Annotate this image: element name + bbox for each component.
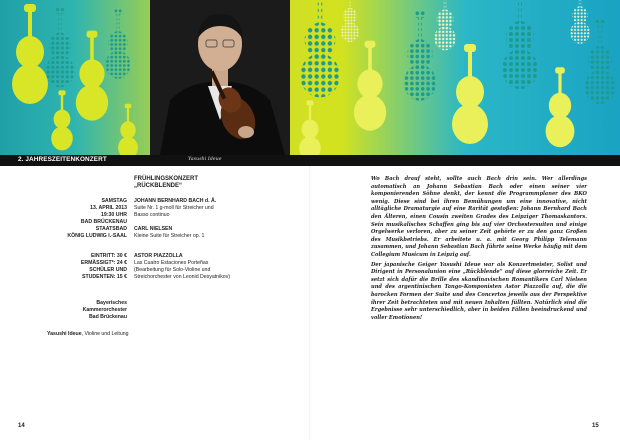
work-3-line1: Las Cuatro Estaciones Porteñas [134,260,209,266]
composer-3: ASTOR PIAZZOLLA [134,253,183,259]
concert-description [371,176,587,324]
venue-city: BAD BRÜCKENAU [80,219,127,225]
price-students-label: SCHÜLER UND [89,267,127,273]
concert-title [134,176,198,191]
date-day: SAMSTAG [101,198,127,204]
program-item-2 [134,226,204,240]
description-paragraph-2: Der japanische Geiger Yasushi Ideue war als Konzertmeister, Solist und Dirigent in Personalunion eine „Rückblende“ auf diese glorreiche Zeit. Er setzt sich dafür die Brille des skandinavischen Romantikers Carl Nielsen und des argentinischen Tango-Komponisten Astor Piazzolla auf, die die barocken Formen der Suite und des Concertos jeweils aus der Perspektive ihrer Zeit betrachteten und mit neuen Inhalten füllten. Natürlich sind die Ergebnisse sehr unterschiedlich, aber in beiden Fällen beeindruckend und voller Emotionen! [371,261,587,321]
price-reduced: ERMÄSSIGT*: 24 € [80,260,127,266]
soloist-name: Yasushi Ideue [47,331,82,337]
orchestra-line2: Kammerorchester [82,307,127,313]
composer-1: JOHANN BERNHARD BACH d. Ä. [134,198,217,204]
concert-title-line1: FRÜHLINGSKONZERT [134,176,198,182]
venue-place: STAATSBAD [95,226,127,232]
program-item-1 [134,198,216,219]
work-1-line2: Basso continuo [134,212,170,218]
page-fold [309,166,311,440]
price-students: STUDENTEN: 15 € [82,274,127,280]
orchestra-name [3,300,127,321]
header-banner [0,0,620,155]
program-item-3 [134,253,230,281]
violinist-silhouette [150,0,290,155]
page-number-right: 15 [592,423,599,429]
work-2: Kleine Suite für Streicher op. 1 [134,233,205,239]
orchestra-line3: Bad Brückenau [88,314,127,320]
composer-2: CARL NIELSEN [134,226,173,232]
time: 19:30 UHR [101,212,127,218]
page-number-left: 14 [18,423,25,429]
violin-pattern-graphic [0,0,620,155]
work-1-line1: Suite Nr. 1 g-moll für Streicher und [134,205,214,211]
soloist-credit [3,331,263,338]
orchestra-line1: Bayerisches [96,300,127,306]
concert-series-title: 2. JAHRESZEITENKONZERT [18,156,107,163]
ticket-prices [3,253,127,281]
description-paragraph-1: Wo Bach drauf steht, sollte auch Bach drin sein. Wer allerdings automatisch an Johann Sebastian Bach oder einen seiner vier komponierenden Söhne denkt, der kennt die Programmplaner des BKO wenig. Diese sind bei ihren Bemühungen um eine innovative, nicht alltägliche Dramaturgie auf eine Rarität gestoßen: Johann Bernhard Bach den Älteren, einen Cousin zweiten Grades des Leipziger Thomaskantors. Sein musikalisches Schaffen ging bis auf vier Orchestersuiten und einige Orgelwerke verloren, aber zu seiner Zeit gehörte er zu den ganz Großen des Musikbetriebs. Er arbeitete u. a. mit Georg Philipp Telemann zusammen, und Johann Sebastian Bach führte seine Werke häufig mit dem Collegium Musicum in Leipzig auf. [371,176,587,258]
event-details [3,198,127,240]
work-3-line3: Streichorchester von Leonid Desyatnikov) [134,274,231,280]
price-regular: EINTRITT: 30 € [90,253,127,259]
violinist-photo [150,0,290,155]
work-3-line2: (Bearbeitung für Solo-Violine und [134,267,211,273]
date: 13. APRIL 2013 [90,205,127,211]
concert-title-line2: „RÜCKBLENDE“ [134,183,182,190]
venue-hall: KÖNIG LUDWIG I.-SAAL [67,233,127,239]
soloist-role: , Violine und Leitung [81,331,129,337]
photo-credit: Yasushi Ideue [188,157,222,162]
